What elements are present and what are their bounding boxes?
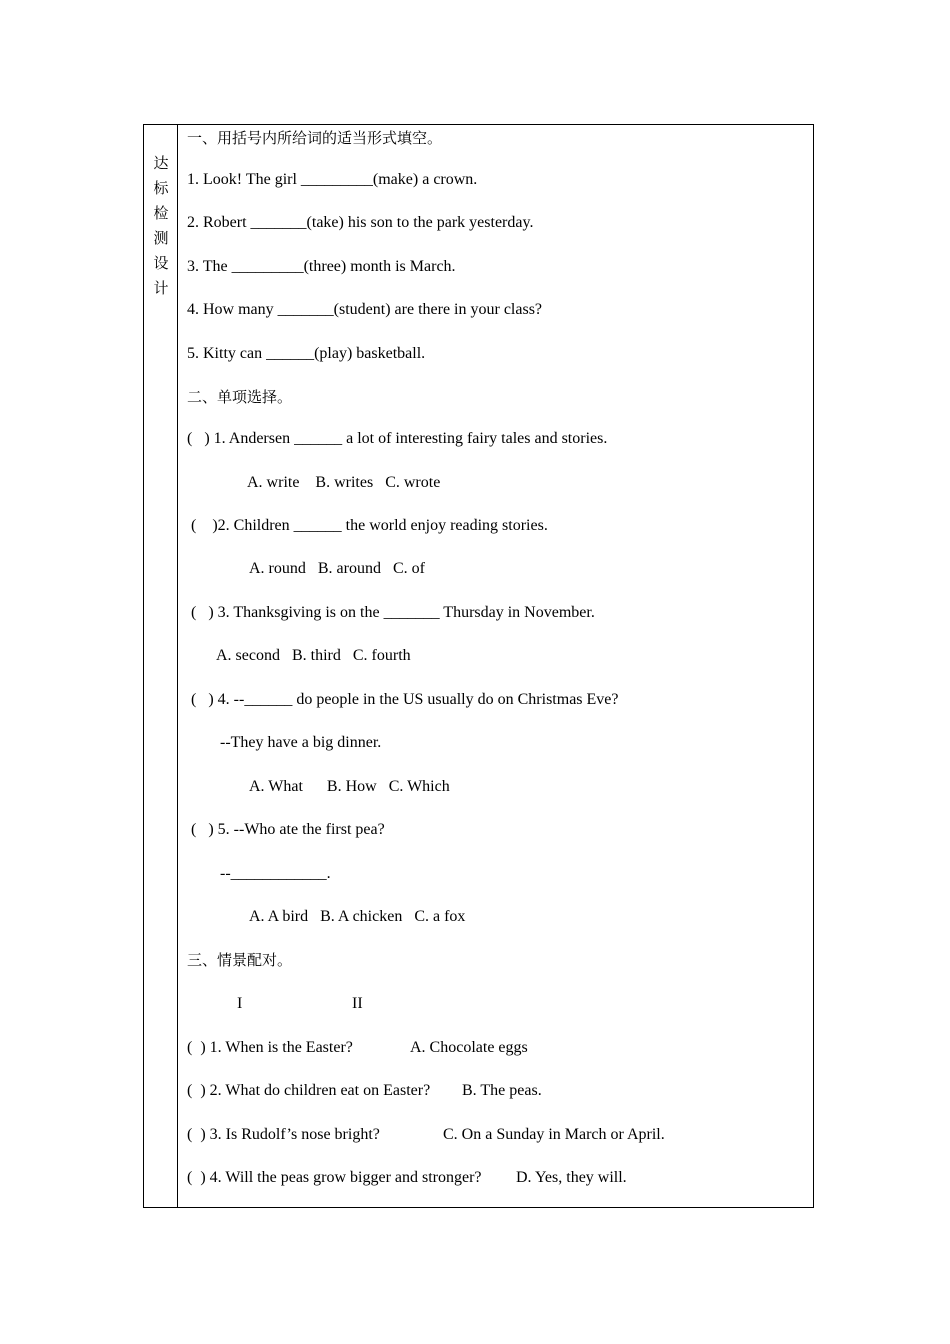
match-question: ( ) 4. Will the peas grow bigger and stronger?: [187, 1169, 482, 1186]
content-column: [178, 125, 813, 1207]
fill-blank-item: 1. Look! The girl _________(make) a crown.: [187, 171, 478, 188]
column-header-ii: II: [352, 995, 363, 1012]
section1-heading: 一、用括号内所给词的适当形式填空。: [187, 129, 443, 147]
choice-question: ( ) 5. --Who ate the first pea?: [187, 821, 385, 838]
choice-answer-line: --____________.: [220, 865, 331, 882]
choice-options: A. A bird B. A chicken C. a fox: [249, 908, 466, 925]
match-question: ( ) 1. When is the Easter?: [187, 1039, 353, 1056]
fill-blank-item: 3. The _________(three) month is March.: [187, 258, 456, 275]
match-answer: B. The peas.: [462, 1082, 542, 1099]
section2-heading: 二、单项选择。: [187, 388, 293, 406]
choice-question: ( ) 4. --______ do people in the US usually do on Christmas Eve?: [187, 691, 619, 708]
side-label-char: 测: [153, 229, 169, 247]
choice-options: A. second B. third C. fourth: [216, 647, 411, 664]
side-label-char: 标: [153, 179, 169, 197]
column-header-i: I: [237, 995, 243, 1012]
match-question: ( ) 2. What do children eat on Easter?: [187, 1082, 431, 1099]
choice-options: A. round B. around C. of: [249, 560, 425, 577]
side-label-char: 达: [153, 154, 169, 172]
fill-blank-item: 2. Robert _______(take) his son to the park yesterday.: [187, 214, 534, 231]
choice-question: ( )2. Children ______ the world enjoy reading stories.: [187, 517, 548, 534]
side-column: [144, 125, 178, 1207]
choice-options: A. write B. writes C. wrote: [247, 474, 441, 491]
match-answer: A. Chocolate eggs: [410, 1039, 528, 1056]
side-label-char: 检: [153, 204, 169, 222]
match-question: ( ) 3. Is Rudolf’s nose bright?: [187, 1126, 380, 1143]
choice-question: ( ) 1. Andersen ______ a lot of interesting fairy tales and stories.: [187, 430, 608, 447]
fill-blank-item: 5. Kitty can ______(play) basketball.: [187, 345, 426, 362]
fill-blank-item: 4. How many _______(student) are there in your class?: [187, 301, 543, 318]
section3-heading: 三、情景配对。: [187, 951, 293, 969]
match-answer: C. On a Sunday in March or April.: [443, 1126, 665, 1143]
match-answer: D. Yes, they will.: [516, 1169, 627, 1186]
choice-question: ( ) 3. Thanksgiving is on the _______ Thursday in November.: [187, 604, 595, 621]
choice-options: A. What B. How C. Which: [249, 778, 450, 795]
exercise-table: [143, 124, 814, 1208]
side-label: [144, 151, 178, 301]
side-label-char: 设: [153, 254, 169, 272]
side-label-char: 计: [153, 279, 169, 297]
choice-answer-line: --They have a big dinner.: [220, 734, 382, 751]
